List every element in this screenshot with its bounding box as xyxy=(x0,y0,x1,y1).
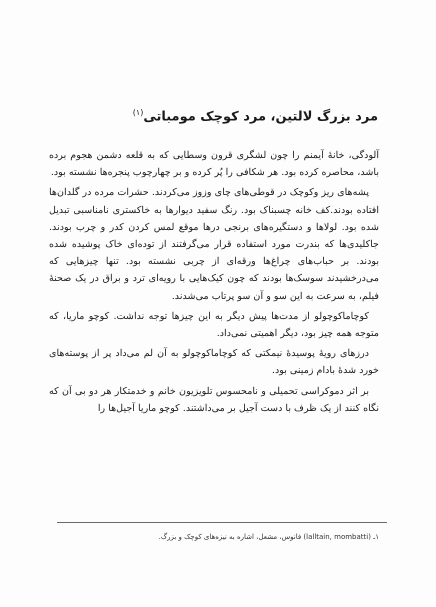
paragraph-2: پشه‌های ریز وکوچک در قوطی‌های چای وزوز می‌کردند. حشرات مرده در گلدان‌ها افتاده بودند.کف خانه چسبناک بود. رنگ سفید دیوارها به خاکستری نامناسبی تبدیل شده بود. لولاها و دستگیره‌های برنجی درها موقع لمس کردن کدر و چرب بودند. جاکلیدی‌ها که بندرت مورد استفاده قرار می‌گرفتند از توده‌ای خاک پوشیده شده بودند. بر حباب‌های چراغ‌ها ورقه‌ای از چربی نشسته بود. تنها چیزهایی که می‌درخشیدند سوسک‌ها بودند که چون کیک‌هایی با رویه‌ای ترد و براق در یک صحنهٔ فیلم، به سرعت به این سو و آن سو پرتاب می‌شدند. xyxy=(49,187,379,302)
paragraph-3: کوچاماکوچولو از مدت‌ها پیش دیگر به این چیزها توجه نداشت. کوچو ماریا، که متوجه همه چیز بود، دیگر اهمیتی نمی‌داد. xyxy=(49,310,379,340)
footnote-divider xyxy=(57,522,387,523)
paragraph-4: درزهای رویهٔ پوسیدهٔ نیمکتی که کوچاماکوچولو به آن لم می‌داد پر از پوسته‌های خورد شدهٔ بادام زمینی بود. xyxy=(49,348,379,377)
paragraph-5: بر اثر دموکراسی تحمیلی و نامحسوس تلویزیون خانم و خدمتکار هر دو بی آن که نگاه کنند از یک ظرف با دست آجیل بر می‌داشتند. کوچو ماریا آجیل‌ها را xyxy=(49,385,379,414)
chapter-title: مرد بزرگ لالتین، مرد کوچک مومباتی xyxy=(143,109,378,125)
body-text xyxy=(49,147,379,417)
chapter-heading xyxy=(48,104,378,126)
footnote: ۱ـ (lalltain, mombatti) فانوس، مشعل، اشاره به نیزه‌های کوچک و بزرگ. xyxy=(158,533,379,541)
footnote-marker: (۱) xyxy=(132,108,144,117)
paragraph-1: آلودگی، خانهٔ آیمنم را چون لشگری قرون وسطایی که به قلعه دشمن هجوم برده باشد، محاصره کرده بود. هر شکافی را پُر کرده و بر چهارچوب پنجره‌ها نشسته بود. xyxy=(49,150,379,179)
